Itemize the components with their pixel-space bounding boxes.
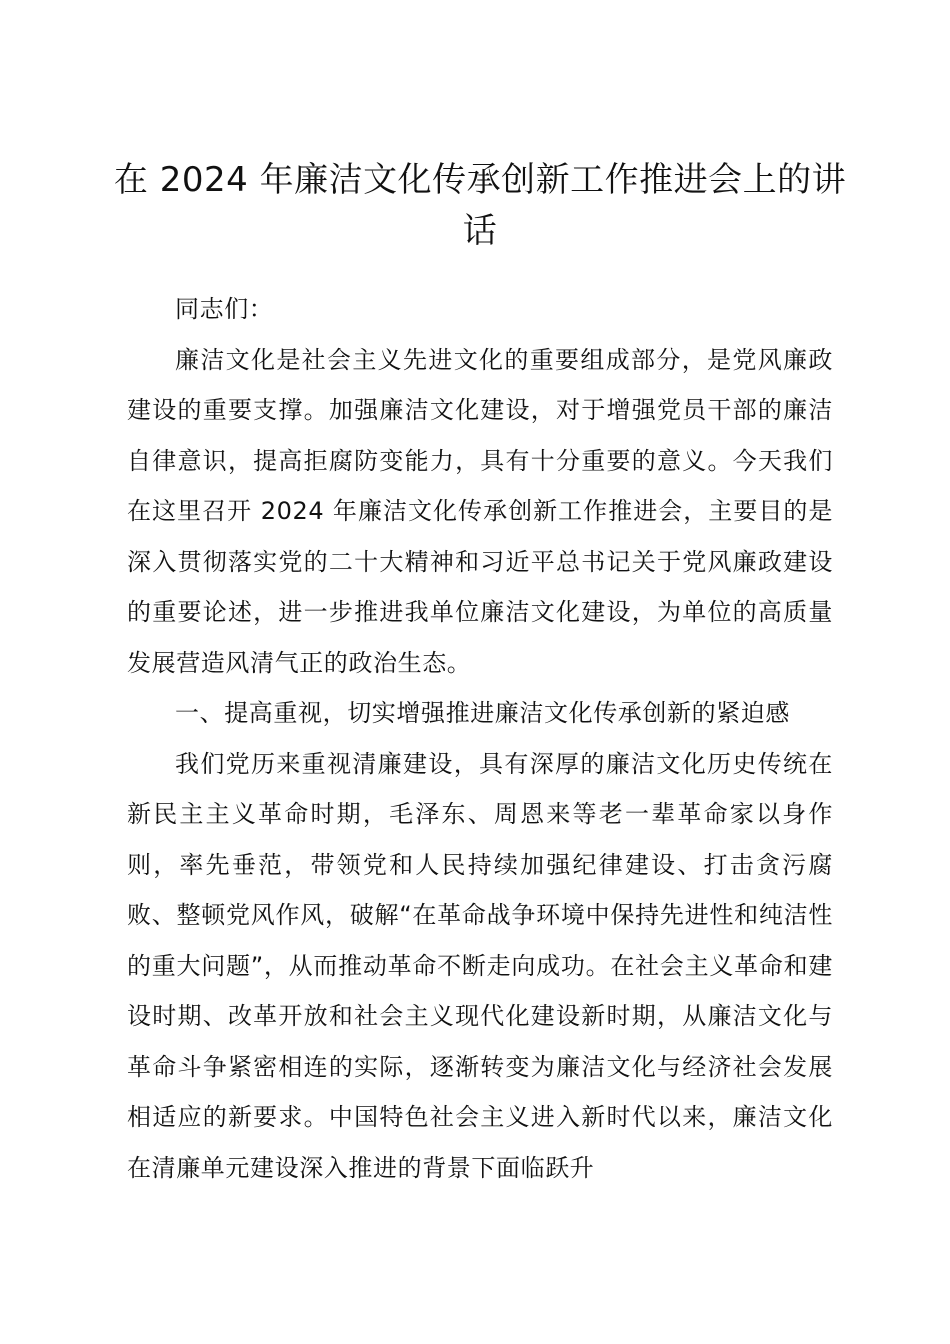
section-heading-1: 一、提高重视，切实增强推进廉洁文化传承创新的紧迫感 [175,699,790,727]
paragraph-history: 我们党历来重视清廉建设，具有深厚的廉洁文化历史传统在新民主主义革命时期，毛泽东、周恩来等老一辈革命家以身作则，率先垂范，带领党和人民持续加强纪律建设、打击贪污腐败、整顿党风作风，破解“在革命战争环境中保持先进性和纯洁性的重大问题”，从而推动革命不断走向成功。在社会主义革命和建设时期、改革开放和社会主义现代化建设新时期，从廉洁文化与革命斗争紧密相连的实际，逐渐转变为廉洁文化与经济社会发展相适应的新要求。中国特色社会主义进入新时代以来，廉洁文化在清廉单元建设深入推进的背景下面临跃升 [127,749,833,1182]
paragraph-intro: 廉洁文化是社会主义先进文化的重要组成部分，是党风廉政建设的重要支撑。加强廉洁文化建设，对于增强党员干部的廉洁自律意识，提高拒腐防变能力，具有十分重要的意义。今天我们在这里召开 2024 年廉洁文化传承创新工作推进会，主要目的是深入贯彻落实党的二十大精神和习近平总书记关于党风廉政建设的重要论述，进一步推进我单位廉洁文化建设，为单位的高质量发展营造风清气正的政治生态。 [127,345,833,677]
document-body [127,284,833,1193]
salutation: 同志们： [175,295,274,323]
document-title: 在 2024 年廉洁文化传承创新工作推进会上的讲话 [113,160,847,251]
